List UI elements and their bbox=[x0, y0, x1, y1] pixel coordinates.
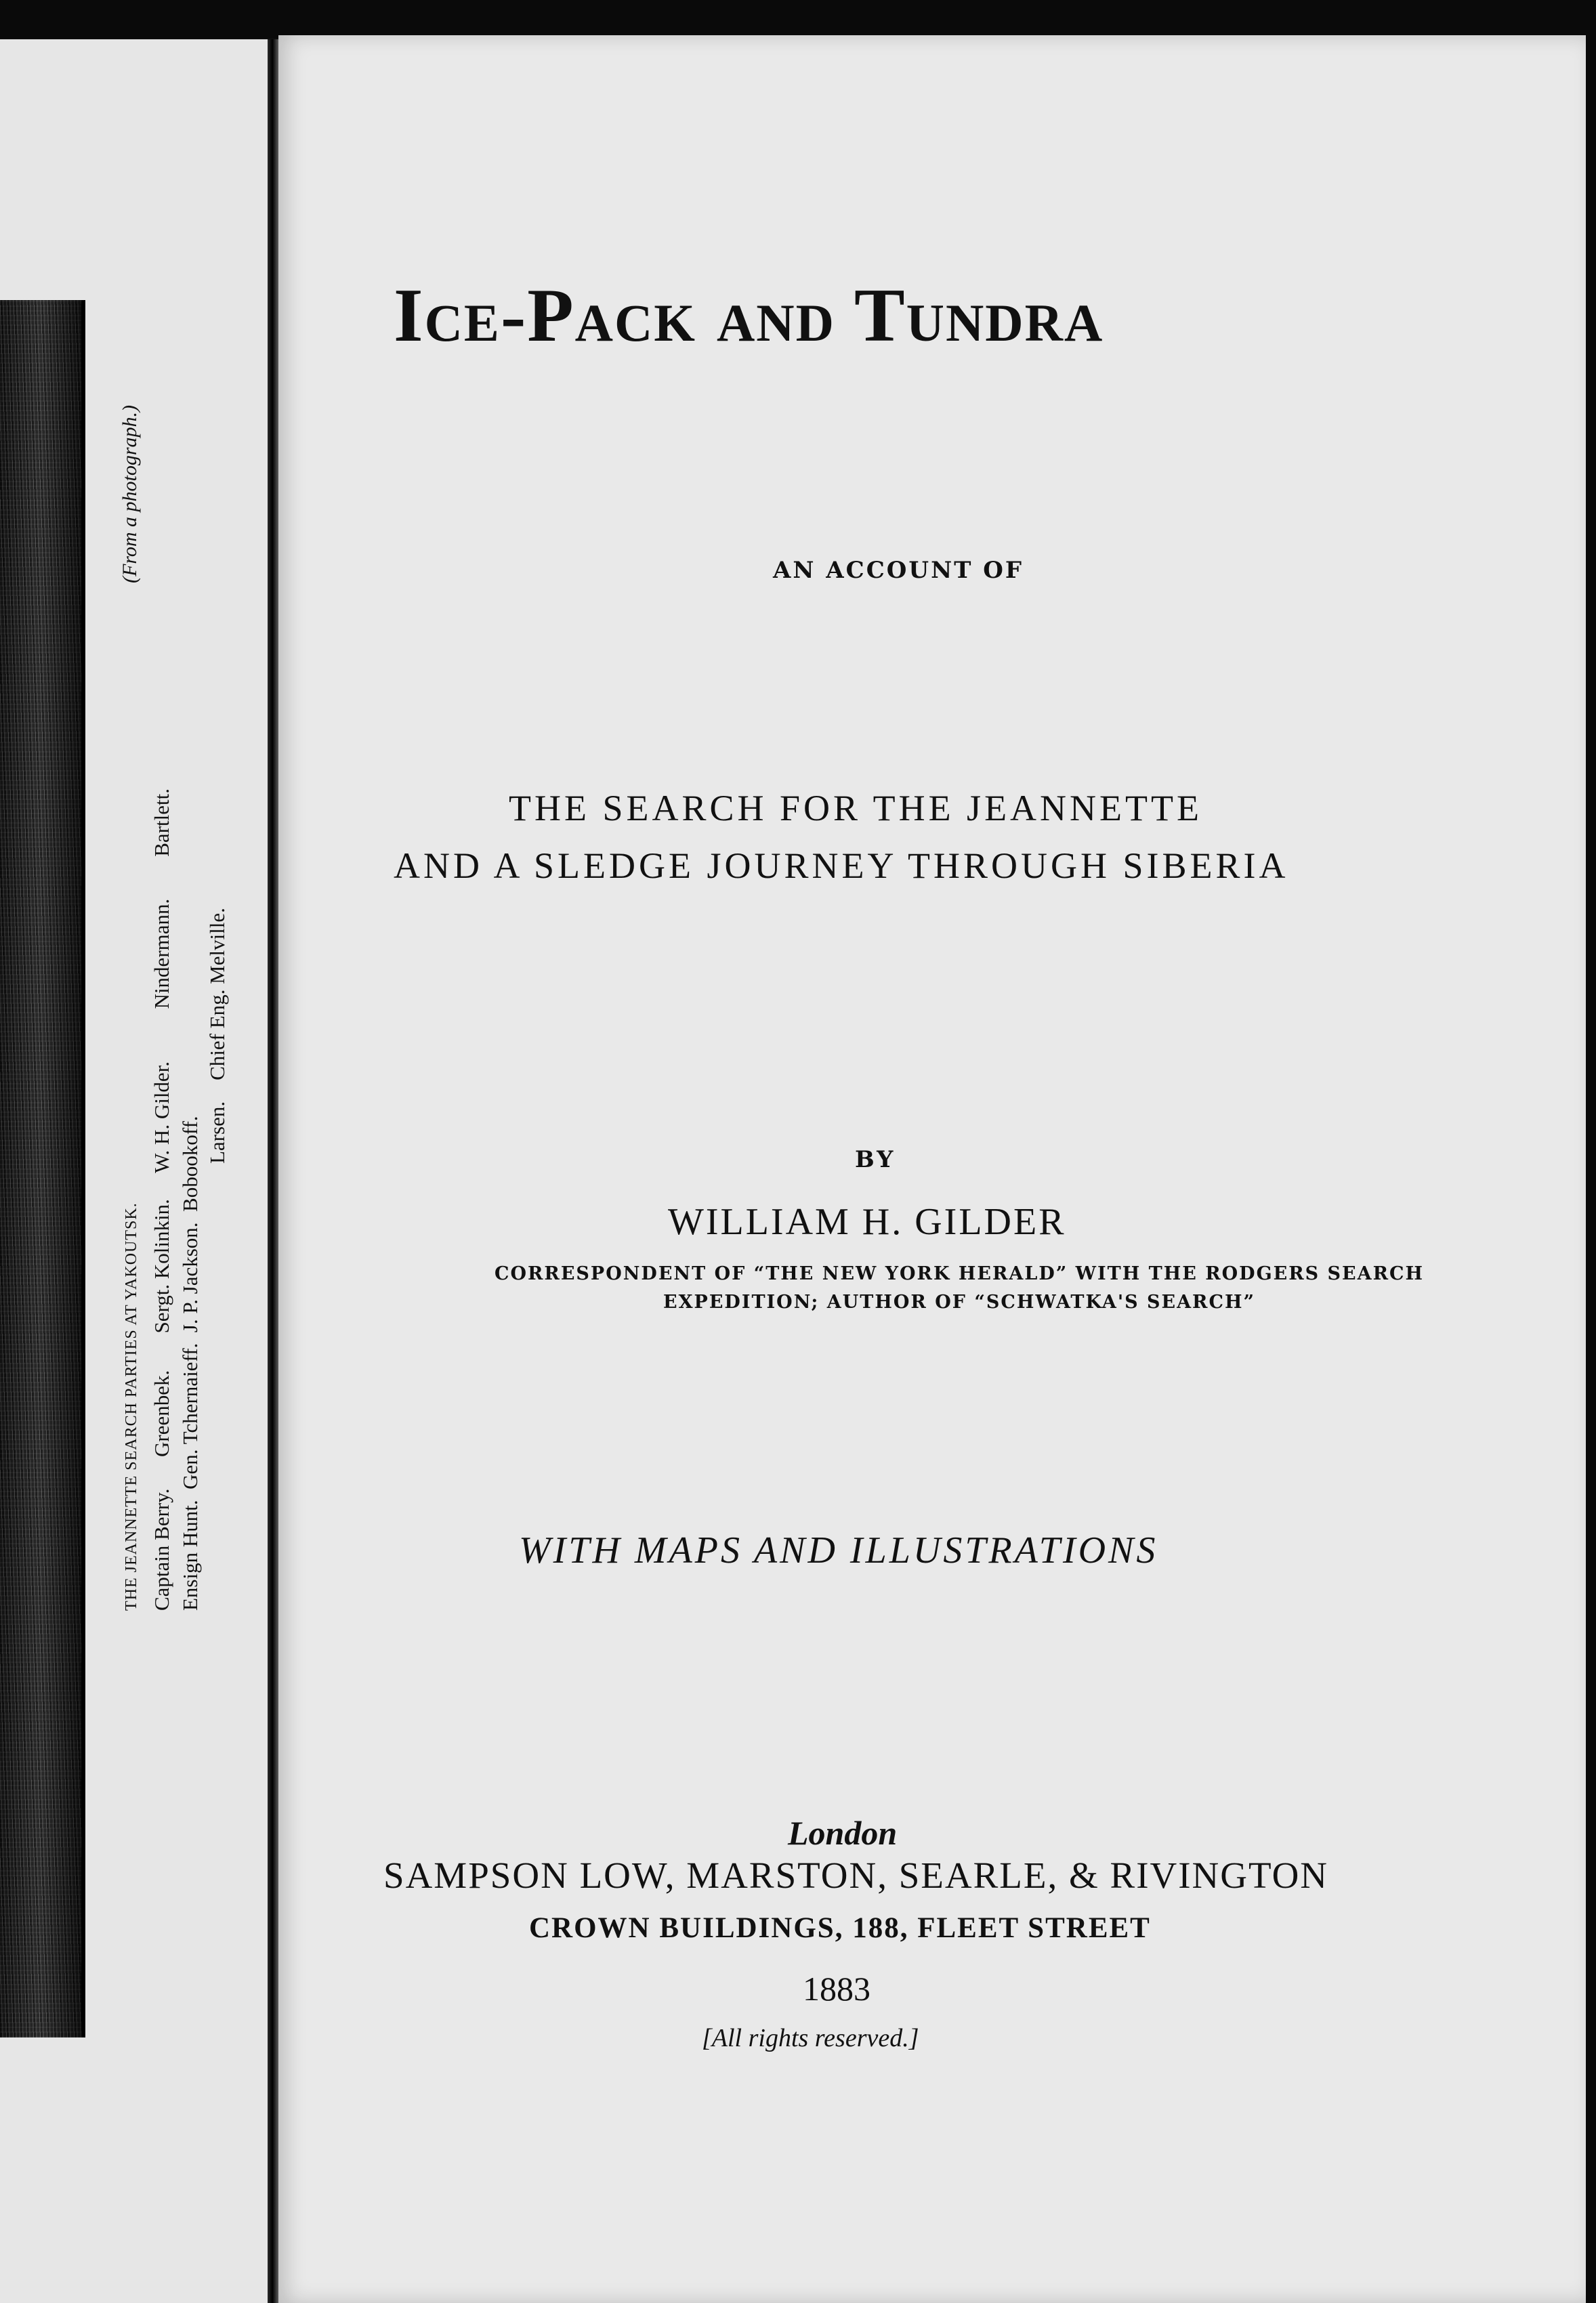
publication-city: London bbox=[788, 1814, 898, 1852]
book-gutter bbox=[268, 39, 278, 2303]
author-credit: CORRESPONDENT OF “THE NEW YORK HERALD” WITH THE RODGERS SEARCH EXPEDITION; AUTHOR OF “SCHWATKA'S SEARCH” bbox=[494, 1263, 1425, 1313]
caption-names-row-2: Ensign Hunt. Gen. Tchernaieff. J. P. Jackson. Bobookoff. bbox=[178, 1116, 202, 1611]
author-name: WILLIAM H. GILDER bbox=[668, 1201, 1066, 1243]
rights-notice: [All rights reserved.] bbox=[702, 2024, 919, 2052]
publisher-address: CROWN BUILDINGS, 188, FLEET STREET bbox=[529, 1912, 1151, 1944]
title-page bbox=[278, 35, 1586, 2303]
book-title: Ice-Pack and Tundra bbox=[394, 274, 1104, 358]
scan-right-border bbox=[1586, 0, 1596, 2303]
frontispiece-caption bbox=[119, 392, 268, 1611]
illustrations-note: WITH MAPS AND ILLUSTRATIONS bbox=[519, 1529, 1158, 1571]
frontispiece-photograph bbox=[0, 300, 85, 2037]
scan-top-border bbox=[0, 0, 1596, 38]
subtitle-line-2: AND A SLEDGE JOURNEY THROUGH SIBERIA bbox=[394, 845, 1289, 886]
caption-names-row-3: Larsen. Chief Eng. Melville. bbox=[205, 908, 229, 1164]
publication-year: 1883 bbox=[803, 1970, 870, 2008]
caption-names-row-1: Captain Berry. Greenbek. Sergt. Kolinkin. W. H. Gilder. Nindermann. Bartlett. bbox=[150, 788, 173, 1611]
account-of-label: AN ACCOUNT OF bbox=[773, 557, 1024, 584]
subtitle-line-1: THE SEARCH FOR THE JEANNETTE bbox=[509, 788, 1202, 828]
photograph-note: (From a photograph.) bbox=[119, 405, 141, 584]
by-label: BY bbox=[855, 1146, 896, 1173]
caption-title: THE JEANNETTE SEARCH PARTIES AT YAKOUTSK. bbox=[123, 1202, 140, 1611]
frontispiece-page bbox=[0, 39, 268, 2303]
publisher-name: SAMPSON LOW, MARSTON, SEARLE, & RIVINGTON bbox=[383, 1855, 1329, 1896]
